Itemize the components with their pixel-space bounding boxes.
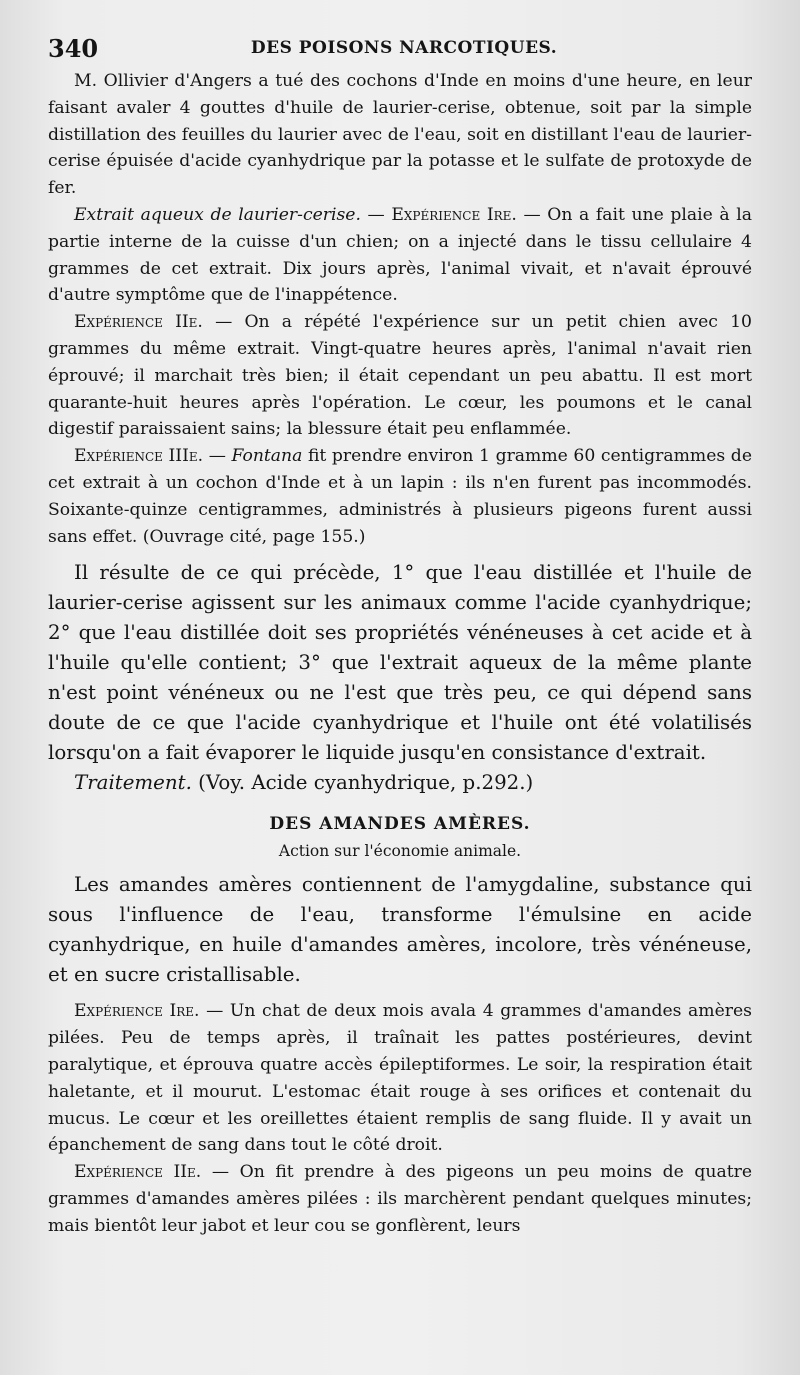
experience-label: Expérience Ire. xyxy=(74,1001,200,1022)
paragraph-extrait-exp1: Extrait aqueux de laurier-cerise. — Expérience Ire. — On a fait une plaie à la partie interne de la cuisse d'un chien; on a injecté dans le tissu cellulaire 4 grammes de cet extrait. Dix jours après, l'animal vivait, et n'avait éprouvé d'autre symptôme que de l'inappétence. xyxy=(48,204,752,306)
page-header xyxy=(48,34,760,64)
traitement-label: Traitement. xyxy=(74,771,192,795)
experience-label: Expérience IIe. xyxy=(74,312,203,333)
paragraph-text: — On fit prendre à des pigeons un peu moins de quatre grammes d'amandes amères pilées : ils marchèrent pendant quelques minutes; mais bientôt leur jabot et leur cou se gonflèrent, leurs xyxy=(48,1162,753,1236)
paragraph-text: — Un chat de deux mois avala 4 grammes d'amandes amères pilées. Peu de temps après, il traînait les pattes postérieures, devint paralytique, et éprouva quatre accès épileptiformes. Le soir, la respiration était haletante, et il mourut. L'estomac était rouge à ses orifices et contenait du mucus. Le cœur et les oreillettes étaient remplis de sang fluide. Il y avait un épanchement de sang dans tout le côté droit. xyxy=(48,1001,752,1156)
paragraph-amandes-exp2 xyxy=(48,1159,752,1239)
experience-label: Expérience Ire. xyxy=(391,204,517,225)
paragraph-ollivier xyxy=(48,68,752,202)
section-heading-extrait: Extrait aqueux de laurier-cerise. xyxy=(74,204,361,225)
page-body xyxy=(48,68,752,1240)
paragraph-amandes-exp1 xyxy=(48,998,752,1159)
paragraph-text: a tué des cochons d'Inde en moins d'une heure, en leur faisant avaler 4 gouttes d'huile de laurier-cerise, obtenue, soit par la simple distillation des feuilles du laurier avec de l'eau, soit en distillant l'eau de laurier-cerise épuisée d'acide cyanhydrique par la potasse et le sulfate de protoxyde de fer. xyxy=(48,71,752,199)
paragraph-text: — On a répété l'expérience sur un petit chien avec 10 grammes du même extrait. Vingt-quatre heures après, l'animal n'avait rien éprouvé; il marchait très bien; il était cependant un peu abattu. Il est mort quarante-huit heures après l'opération. Le cœur, les poumons et le canal digestif paraissaient sains; la blessure était peu enflammée. xyxy=(48,312,752,440)
paragraph-traitement xyxy=(48,768,752,798)
running-title: DES POISONS NARCOTIQUES. xyxy=(250,38,558,58)
paragraph-extrait-exp2 xyxy=(48,309,752,443)
experience-label: Expérience IIIe. xyxy=(74,446,204,467)
author-name: Fontana xyxy=(231,446,303,467)
paragraph-amygdaline: Les amandes amères contiennent de l'amygdaline, substance qui sous l'influence de l'eau, transforme l'émulsine en acide cyanhydrique, en huile d'amandes amères, incolore, très vénéneuse, et en sucre cristallisable. xyxy=(48,873,752,987)
experience-label: Expérience IIe. xyxy=(74,1162,202,1183)
author-name: M. Ollivier d'Angers xyxy=(74,71,252,91)
paragraph-text: — On a fait une plaie à la partie interne de la cuisse d'un chien; on a injecté dans le tissu cellulaire 4 grammes de cet extrait. Dix jours après, l'animal vivait, et n'avait éprouvé d'autre symptôme que de l'inappétence. xyxy=(48,204,752,306)
paragraph-conclusion: Il résulte de ce qui précède, 1° que l'eau distillée et l'huile de laurier-cerise agissent sur les animaux comme l'acide cyanhydrique; 2° que l'eau distillée doit ses propriétés vénéneuses à cet acide et à l'huile qu'elle contient; 3° que l'extrait aqueux de la même plante n'est point vénéneux ou ne l'est que très peu, ce qui dépend sans doute de ce que l'acide cyanhydrique et l'huile ont été volatilisés lorsqu'on a fait évaporer le liquide jusqu'en consistance d'extrait. xyxy=(48,561,752,765)
page-number: 340 xyxy=(48,34,99,63)
paragraph-extrait-exp3: Expérience IIIe. — Fontana fit prendre environ 1 gramme 60 centigrammes de cet extrait à un cochon d'Inde et à un lapin : ils n'en furent pas incommodés. Soixante-quinze centigrammes, administrés à plusieurs pigeons furent aussi sans effet. (Ouvrage cité, page 155.) xyxy=(48,446,752,547)
section-subtitle: Action sur l'économie animale. xyxy=(278,842,522,861)
section-title: DES AMANDES AMÈRES. xyxy=(269,814,531,835)
paragraph-text: fit prendre environ 1 gramme 60 centigrammes de cet extrait à un cochon d'Inde et à un lapin : ils n'en furent pas incommodés. Soixante-quinze centigrammes, administrés à plusieurs pigeons furent aussi sans effet. (Ouvrage cité, page 155.) xyxy=(48,446,752,547)
cross-reference: (Voy. Acide cyanhydrique, p.292.) xyxy=(191,771,534,795)
